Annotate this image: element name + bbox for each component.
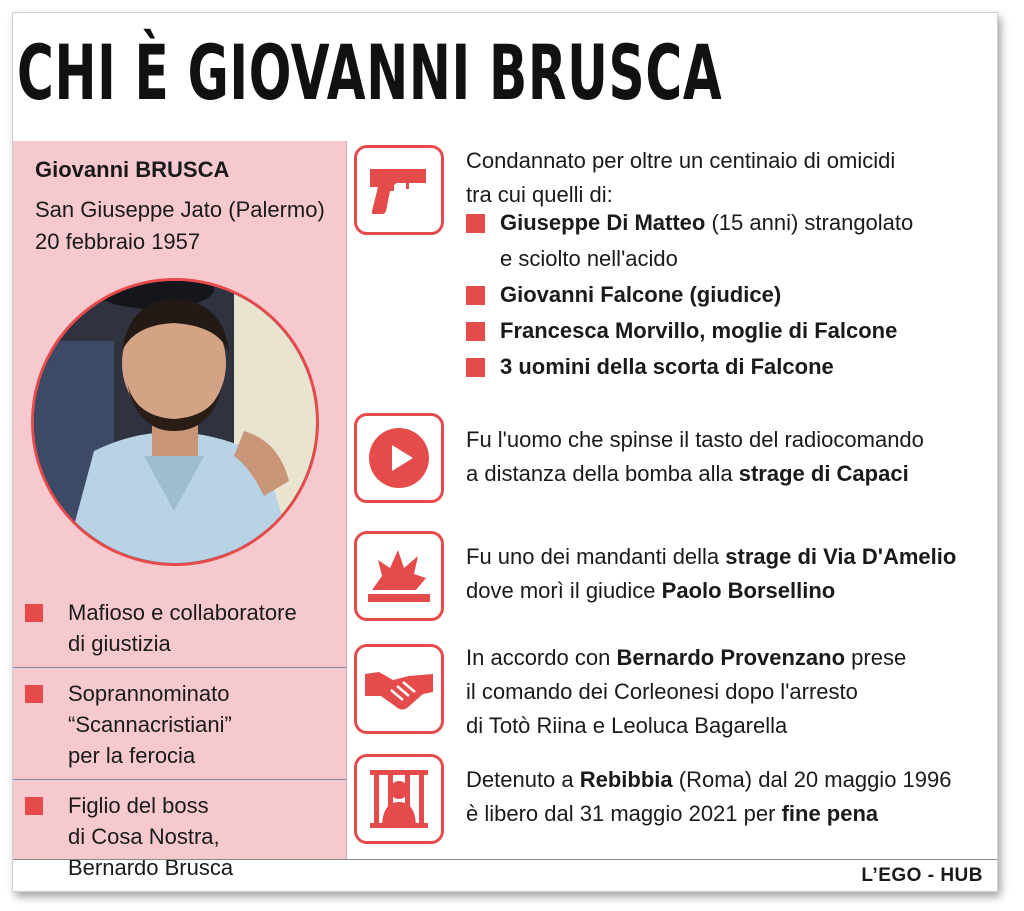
- bullet-square-icon: [466, 214, 485, 233]
- handshake-icon-box: [354, 644, 444, 734]
- bullet-square-icon: [25, 604, 43, 622]
- fact-line: per la ferocia: [68, 743, 196, 768]
- gun-icon: [366, 165, 432, 215]
- capaci-line: Fu l'uomo che spinse il tasto del radiocomando: [466, 427, 924, 452]
- detention-line: (Roma) dal 20 maggio 1996: [672, 767, 952, 792]
- bullet-square-icon: [25, 797, 43, 815]
- fact-line: Bernardo Brusca: [68, 855, 234, 880]
- amelio-highlight: Paolo Borsellino: [661, 578, 836, 603]
- victim-name: 3 uomini della scorta di Falcone: [500, 354, 834, 379]
- capaci-line: a distanza della bomba alla: [466, 461, 739, 486]
- prison-bars-icon: [368, 768, 430, 830]
- portrait-illustration: [34, 281, 316, 563]
- play-button-icon: [367, 426, 431, 490]
- amelio-line: Fu uno dei mandanti della: [466, 544, 726, 569]
- victim-item: [466, 349, 913, 385]
- provenzano-line: di Totò Riina e Leoluca Bagarella: [466, 713, 788, 738]
- bullet-square-icon: [466, 322, 485, 341]
- explosion-icon: [366, 546, 432, 606]
- bullet-square-icon: [466, 358, 485, 377]
- murders-intro: [466, 144, 895, 212]
- victim-item: [466, 277, 913, 313]
- page-title: CHI È GIOVANNI BRUSCA: [17, 28, 723, 117]
- fact-line: “Scannacristiani”: [68, 712, 232, 737]
- prison-icon-box: [354, 754, 444, 844]
- victim-item: [466, 205, 913, 277]
- victim-item: [466, 313, 913, 349]
- profile-panel: [13, 141, 347, 880]
- fact-line: di giustizia: [68, 631, 171, 656]
- explosion-icon-box: [354, 531, 444, 621]
- infographic-card: [12, 12, 998, 892]
- fact-item: [13, 668, 346, 780]
- provenzano-line: il comando dei Corleonesi dopo l'arresto: [466, 679, 858, 704]
- victim-name: Giuseppe Di Matteo: [500, 210, 706, 235]
- fact-item: [13, 587, 346, 668]
- footer: [13, 859, 997, 892]
- amelio-text: [466, 540, 956, 608]
- handshake-icon: [363, 666, 435, 712]
- victims-list: [466, 205, 913, 385]
- facts-list: [13, 587, 346, 891]
- brand-credit: L’EGO - HUB: [861, 865, 983, 886]
- profile-name: Giovanni BRUSCA: [35, 157, 230, 182]
- victim-detail: (15 anni) strangolato: [705, 210, 914, 235]
- play-icon-box: [354, 413, 444, 503]
- victim-name: Francesca Morvillo, moglie di Falcone: [500, 318, 898, 343]
- victim-detail-cont: e sciolto nell'acido: [500, 246, 678, 271]
- amelio-line: dove morì il giudice: [466, 578, 662, 603]
- bullet-square-icon: [466, 286, 485, 305]
- profile-birthdate: 20 febbraio 1957: [35, 229, 201, 254]
- victim-name: Giovanni Falcone (giudice): [500, 282, 782, 307]
- capaci-highlight: strage di Capaci: [738, 461, 909, 486]
- fact-line: Figlio del boss: [68, 793, 209, 818]
- gun-icon-box: [354, 145, 444, 235]
- amelio-highlight: strage di Via D'Amelio: [725, 544, 957, 569]
- provenzano-text: [466, 641, 906, 743]
- fact-line: di Cosa Nostra,: [68, 824, 220, 849]
- bullet-square-icon: [25, 685, 43, 703]
- provenzano-line: prese: [845, 645, 907, 670]
- murders-intro-line: tra cui quelli di:: [466, 182, 613, 207]
- detention-highlight: Rebibbia: [579, 767, 673, 792]
- detention-text: [466, 763, 951, 831]
- portrait-photo: [31, 278, 319, 566]
- fact-line: Soprannominato: [68, 681, 230, 706]
- murders-intro-line: Condannato per oltre un centinaio di omicidi: [466, 148, 896, 173]
- detention-line: è libero dal 31 maggio 2021 per: [466, 801, 782, 826]
- fact-line: Mafioso e collaboratore: [68, 600, 297, 625]
- profile-birthplace: San Giuseppe Jato (Palermo): [35, 197, 325, 222]
- provenzano-highlight: Bernardo Provenzano: [616, 645, 846, 670]
- detention-line: Detenuto a: [466, 767, 580, 792]
- provenzano-line: In accordo con: [466, 645, 617, 670]
- capaci-text: [466, 423, 924, 491]
- detention-highlight: fine pena: [781, 801, 879, 826]
